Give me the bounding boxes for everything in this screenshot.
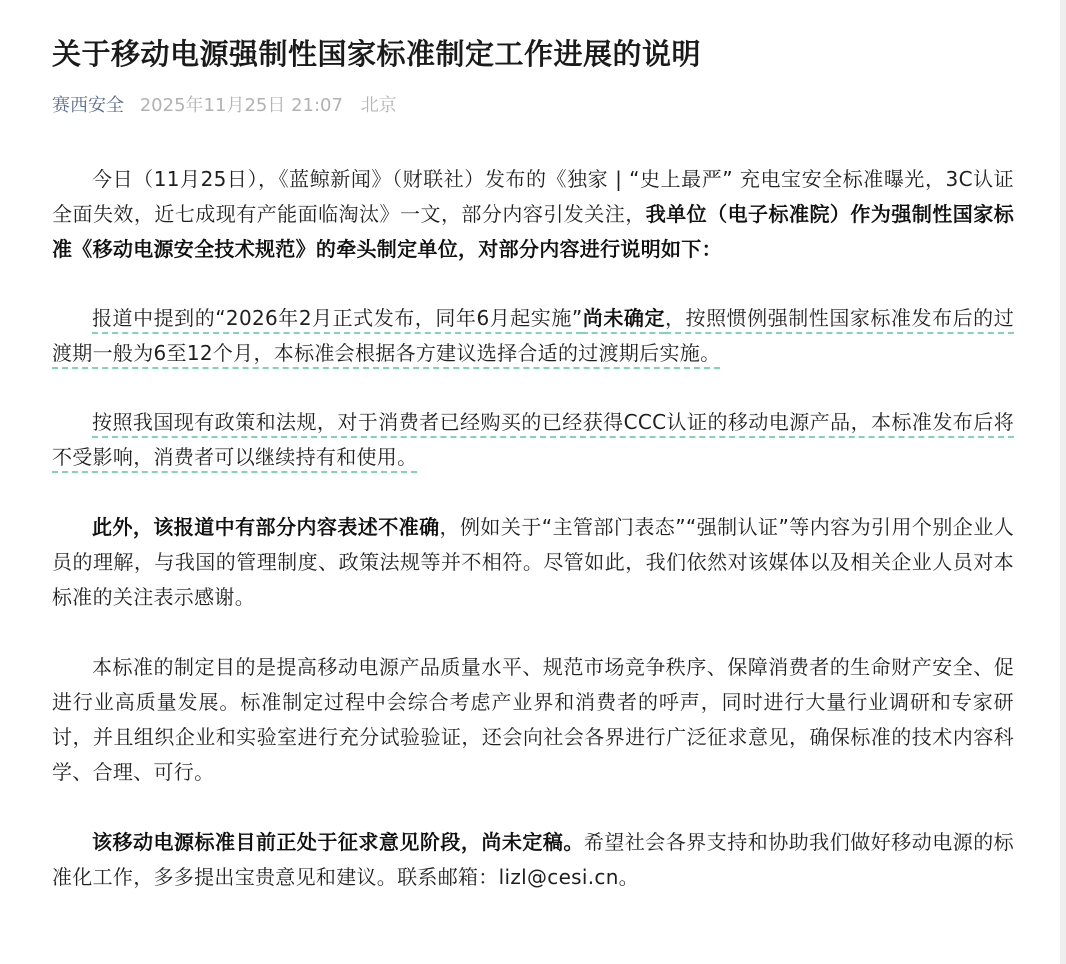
article-title: 关于移动电源强制性国家标准制定工作进展的说明: [52, 37, 702, 71]
paragraph-intro: [52, 162, 1014, 267]
bold-text: 此外，该报道中有部分内容表述不准确: [92, 515, 440, 539]
paragraph-text: 报道中提到的“2026年2月正式发布，同年6月起实施”: [92, 306, 583, 330]
bold-text: 尚未确定: [582, 306, 665, 330]
paragraph-text: ，例如关于“主管部门表态”“强制认证”等内容为引用个别企业人员的理解，与我国的管理制度、政策法规等并不相符。尽管如此，我们依然对该媒体以及相关企业人员对本标准的关注表示感谢。: [52, 515, 1014, 609]
paragraph-ccc: [52, 405, 1014, 475]
paragraph-text: ，按照惯例强制性国家标准发布后的过渡期一般为6至12个月，本标准会根据各方建议选择合适的过渡期后实施。: [52, 306, 1015, 365]
author-link[interactable]: 赛西安全: [52, 95, 124, 116]
paragraph-text: 本标准的制定目的是提高移动电源产品质量水平、规范市场竞争秩序、保障消费者的生命财产安全、促进行业高质量发展。标准制定过程中会综合考虑产业界和消费者的呼声，同时进行大量行业调研和专家研讨，并且组织企业和实验室进行充分试验验证，还会向社会各界进行广泛征求意见，确保标准的技术内容科学、合理、可行。: [52, 655, 1014, 784]
paragraph-text: 希望社会各界支持和协助我们做好移动电源的标准化工作，多多提出宝贵意见和建议。联系邮箱：lizl@cesi.cn。: [52, 830, 1014, 889]
paragraph-text: 按照我国现有政策和法规，对于消费者已经购买的已经获得CCC认证的移动电源产品，本标准发布后将不受影响，消费者可以继续持有和使用。: [52, 410, 1014, 469]
bold-text: 该移动电源标准目前正处于征求意见阶段，尚未定稿。: [92, 830, 584, 854]
paragraph-inaccuracy: [52, 510, 1014, 615]
paragraph-purpose: [52, 650, 1014, 790]
publish-location: 北京: [360, 95, 397, 116]
article-body: [52, 162, 1014, 895]
paragraph-status: [52, 825, 1014, 895]
paragraph-text: 今日（11月25日），《蓝鲸新闻》（财联社）发布的《独家 | “史上最严” 充电宝安全标准曝光，3C认证全面失效，近七成现有产能面临淘汰》一文，部分内容引发关注，: [52, 167, 1014, 226]
publish-date: 2025年11月25日 21:07: [139, 95, 343, 116]
bold-text: 我单位（电子标准院）作为强制性国家标准《移动电源安全技术规范》的牵头制定单位，对部分内容进行说明如下：: [52, 202, 1015, 261]
scrollbar-track[interactable]: [1060, 0, 1066, 964]
paragraph-timeline: [52, 301, 1014, 371]
article-meta: [52, 94, 1014, 118]
